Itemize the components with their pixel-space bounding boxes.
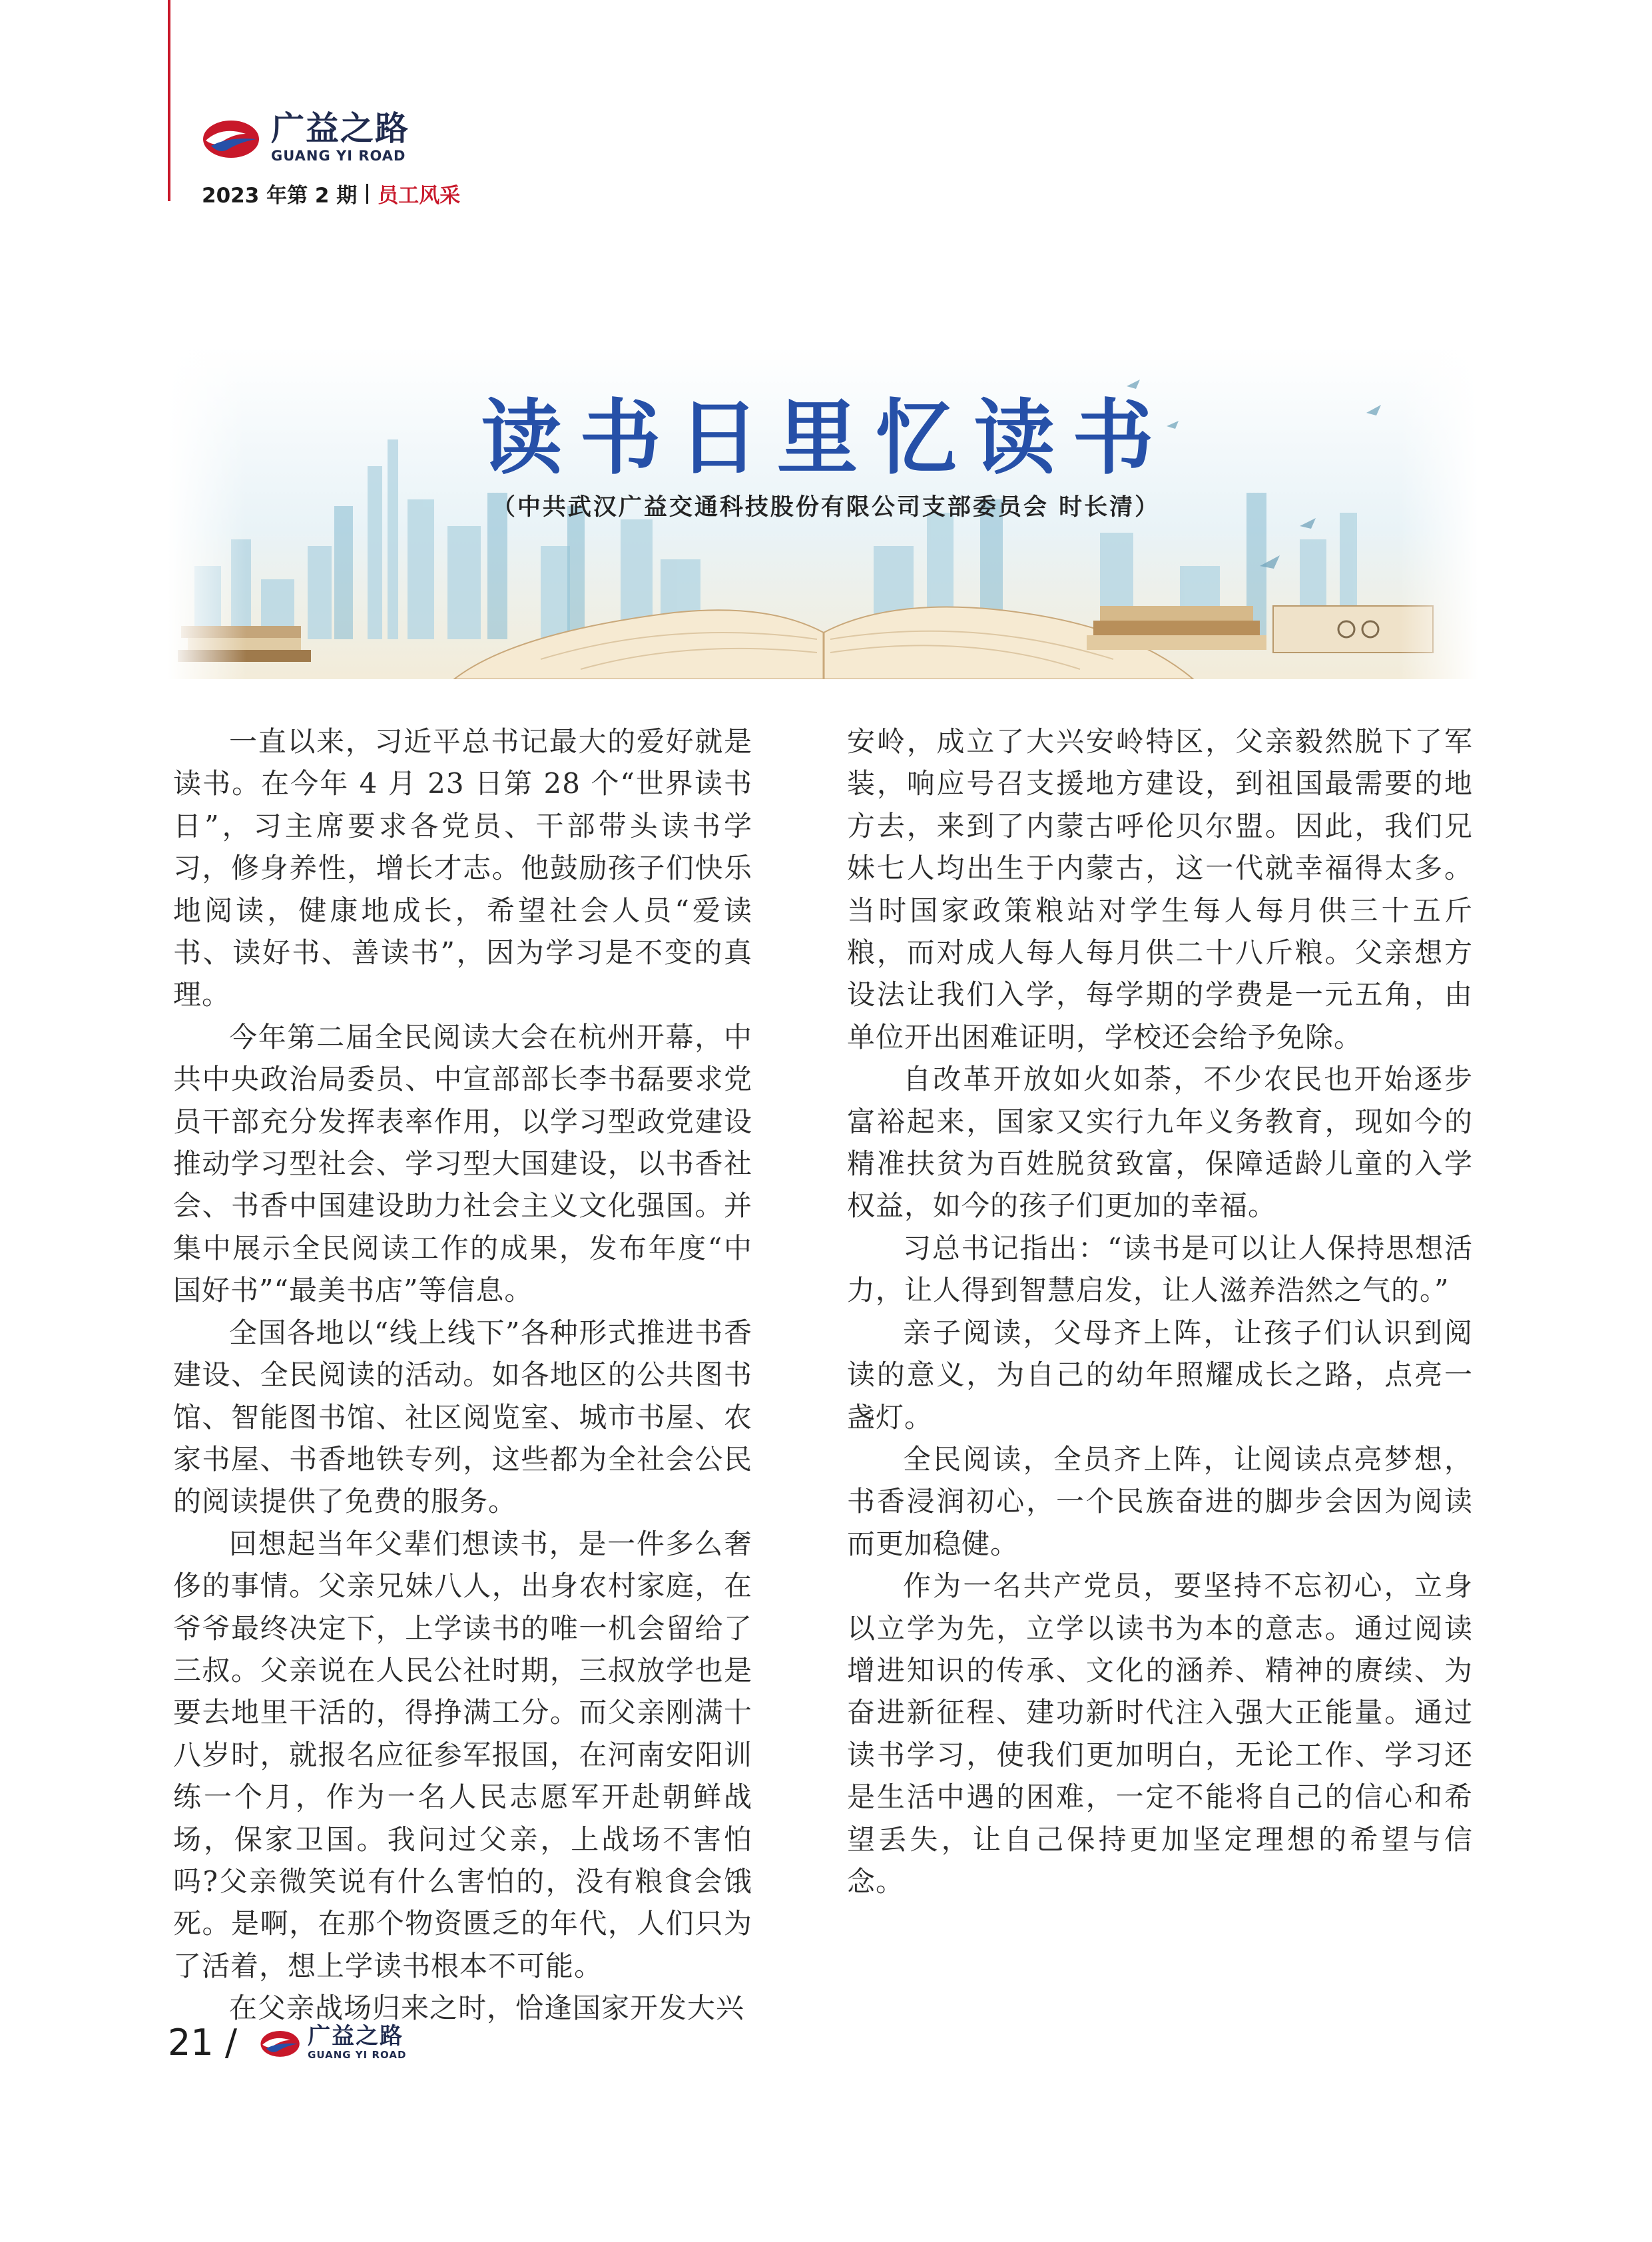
paragraph: 今年第二届全民阅读大会在杭州开幕，中共中央政治局委员、中宣部部长李书磊要求党员干部充分发挥表率作用，以学习型政党建设推动学习型社会、学习型大国建设，以书香社会、书香中国建设助力社会主义文化强国。并集中展示全民阅读工作的成果，发布年度“中国好书”“最美书店”等信息。 <box>173 1020 752 1307</box>
page-footer <box>168 2022 406 2064</box>
page-number: 21 / <box>168 2022 238 2064</box>
issue-line <box>202 178 460 208</box>
paragraph: 亲子阅读，父母齐上阵，让孩子们认识到阅读的意义，为自己的幼年照耀成长之路，点亮一盏灯。 <box>847 1316 1473 1434</box>
paragraph: 习总书记指出：“读书是可以让人保持思想活力，让人得到智慧启发，让人滋养浩然之气的。” <box>847 1231 1473 1307</box>
paragraph: 在父亲战场归来之时，恰逢国家开发大兴 <box>229 1992 745 2025</box>
issue-divider <box>366 184 368 204</box>
guangyi-logo-icon <box>202 114 263 162</box>
article-right-column <box>847 720 1473 1902</box>
footer-logo-name-cn: 广益之路 <box>308 2023 404 2050</box>
logo-name-en: GUANG YI ROAD <box>271 148 406 164</box>
article-title: 读书日里忆读书 <box>481 391 1171 485</box>
paragraph: 回想起当年父辈们想读书，是一件多么奢侈的事情。父亲兄妹八人，出身农村家庭，在爷爷最终决定下，上学读书的唯一机会留给了三叔。父亲说在人民公社时期，三叔放学也是要去地里干活的，得挣满工分。而父亲刚满十八岁时，就报名应征参军报国，在河南安阳训练一个月，作为一名人民志愿军开赴朝鲜战场，保家卫国。我问过父亲，上战场不害怕吗?父亲微笑说有什么害怕的，没有粮食会饿死。是啊，在那个物资匮乏的年代，人们只为了活着，想上学读书根本不可能。 <box>173 1527 752 1982</box>
header-logo <box>202 109 410 164</box>
section-label: 员工风采 <box>378 184 461 208</box>
header-red-rule <box>168 0 170 201</box>
paragraph: 作为一名共产党员，要坚持不忘初心，立身以立学为先，立学以读书为本的意志。通过阅读增进知识的传承、文化的涵养、精神的赓续、为奋进新征程、建功新时代注入强大正能量。通过读书学习，使我们更加明白，无论工作、学习还是生活中遇的困难，一定不能将自己的信心和希望丢失，让自己保持更加坚定理想的希望与信念。 <box>847 1569 1473 1898</box>
paragraph: 安岭，成立了大兴安岭特区，父亲毅然脱下了军装，响应号召支援地方建设，到祖国最需要的地方去，来到了内蒙古呼伦贝尔盟。因此，我们兄妹七人均出生于内蒙古，这一代就幸福得太多。当时国家政策粮站对学生每人每月供三十五斤粮，而对成人每人每月供二十八斤粮。父亲想方设法让我们入学，每学期的学费是一元五角，由单位开出困难证明，学校还会给予免除。 <box>847 725 1473 1053</box>
logo-name-cn: 广益之路 <box>271 109 410 148</box>
guangyi-logo-icon <box>260 2026 302 2060</box>
paragraph: 全国各地以“线上线下”各种形式推进书香建设、全民阅读的活动。如各地区的公共图书馆、智能图书馆、社区阅览室、城市书屋、农家书屋、书香地铁专列，这些都为全社会公民的阅读提供了免费的服务。 <box>173 1316 752 1518</box>
article-byline: （中共武汉广益交通科技股份有限公司支部委员会 时长清） <box>491 494 1161 521</box>
paragraph: 全民阅读，全员齐上阵，让阅读点亮梦想，书香浸润初心，一个民族奋进的脚步会因为阅读而更加稳健。 <box>847 1442 1473 1560</box>
paragraph: 自改革开放如火如荼，不少农民也开始逐步富裕起来，国家又实行九年义务教育，现如今的精准扶贫为百姓脱贫致富，保障适龄儿童的入学权益，如今的孩子们更加的幸福。 <box>847 1063 1473 1223</box>
article-left-column <box>173 720 752 2030</box>
paragraph: 一直以来，习近平总书记最大的爱好就是读书。在今年 4 月 23 日第 28 个“世界读书日”，习主席要求各党员、干部带头读书学习，修身养性，增长才志。他鼓励孩子们快乐地阅读，健康地成长，希望社会人员“爱读书、读好书、善读书”，因为学习是不变的真理。 <box>173 725 752 1011</box>
footer-logo-name-en: GUANG YI ROAD <box>308 2049 407 2061</box>
issue-label: 2023 年第 2 期 <box>202 184 358 208</box>
